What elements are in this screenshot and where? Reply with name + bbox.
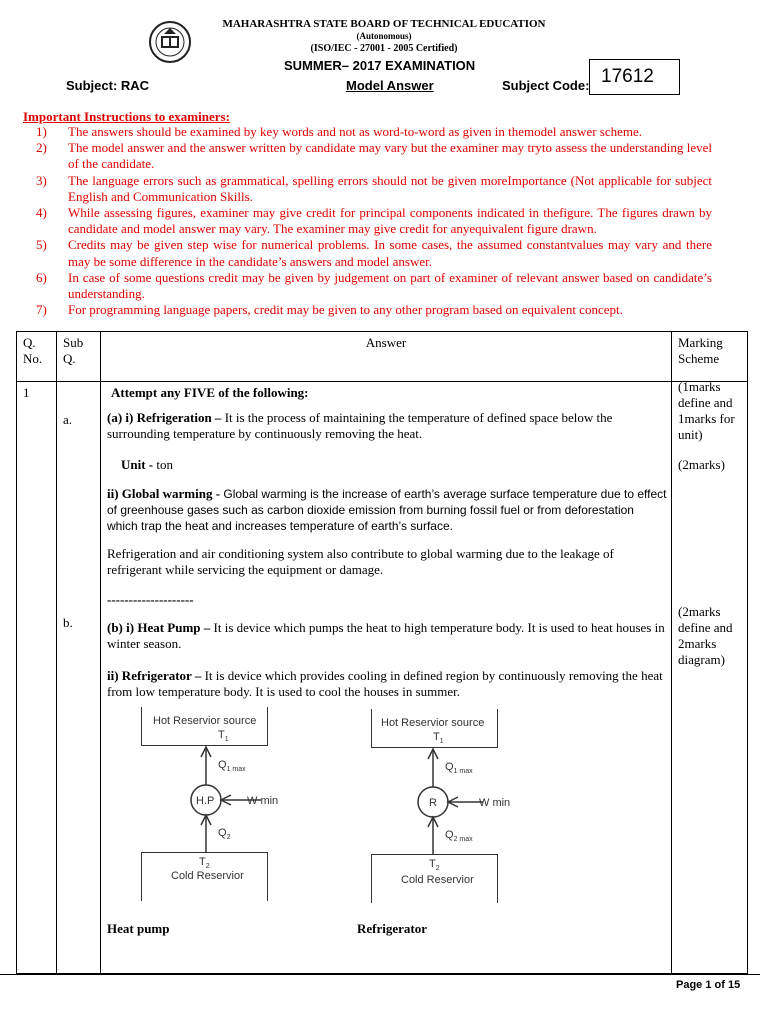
marks-a1: (1marks define and 1marks for unit) [678, 379, 735, 442]
marks-b: (2marks define and 2marks diagram) [678, 604, 733, 667]
instruction-item [36, 237, 712, 269]
subq-a: a. [63, 412, 73, 427]
hp-q2-subscript: 2 [226, 834, 231, 842]
hp-t2-symbol: T [199, 856, 206, 868]
ref-work-label: W min [479, 797, 511, 809]
instruction-number: 7) [36, 302, 47, 318]
subject-name: Subject: RAC [66, 78, 150, 93]
ref-q1-subscript: 1 max [453, 768, 473, 776]
ref-q1-label [445, 759, 473, 780]
ref-q2-subscript: 2 max [453, 836, 473, 844]
certification-label: (ISO/IEC - 27001 - 2005 Certified) [310, 43, 458, 54]
hp-t2-subscript: 2 [205, 863, 210, 871]
subject-code-label: Subject Code: [502, 78, 590, 93]
ref-t2-symbol: T [429, 858, 436, 870]
answer-unit [121, 457, 173, 473]
answer-cell [101, 382, 672, 974]
refrigerator-definition: It is device which provides cooling in defined region by continuously removing the heat from low temperature body. It is used to cool the houses in summer. [107, 668, 663, 699]
hp-center-label: H.P [196, 795, 215, 807]
ref-q1-symbol: Q [445, 761, 454, 773]
model-answer-label: Model Answer [346, 78, 434, 93]
global-warming-term: ii) Global warming - [107, 486, 221, 501]
caption-heat-pump: Heat pump [107, 921, 170, 936]
header-q-no: Q. No. [17, 332, 57, 382]
heat-pump-diagram [141, 707, 301, 907]
instruction-text: In case of some questions credit may be given by judgement on part of examiner of relevant answer based on candidate’s understanding. [68, 269, 712, 302]
instruction-item [36, 173, 712, 205]
subject-code-box: 17612 [589, 59, 680, 95]
header-marking: Marking Scheme [672, 332, 748, 382]
instruction-text: Credits may be given step wise for numerical problems. In some cases, the assumed constantvalues may vary and there may be some difference in the candidate’s answers and model answer. [68, 237, 712, 269]
hp-hot-label: Hot Reservior source [153, 715, 257, 727]
refrigeration-term: (a) i) Refrigeration – [107, 410, 222, 425]
hp-cold-label: Cold Reservior [171, 870, 244, 882]
ref-center-label: R [429, 797, 437, 809]
hp-q1-label [218, 757, 246, 778]
instruction-number: 5) [36, 237, 47, 253]
instruction-text: The language errors such as grammatical, spelling errors should not be given moreImportance (Not applicable for subject English and Communication Skills. [68, 172, 712, 204]
unit-term: Unit - [121, 457, 154, 472]
instruction-number: 6) [36, 269, 47, 285]
instruction-number: 4) [36, 205, 47, 221]
autonomous-label: (Autonomous) [356, 31, 412, 41]
global-warming-definition: Global warming is the increase of earth’s average surface temperature due to effect of greenhouse gases such as carbon dioxide emission from burning fossil fuel or from deforestation which trap the heat and increases temperature of earth’s surface. [107, 487, 667, 533]
hp-q2-symbol: Q [218, 827, 227, 839]
instruction-item [36, 302, 712, 318]
refrigeration-definition: It is the process of maintaining the temperature of defined space below the surrounding temperature by continuously removing the heat. [107, 410, 613, 441]
subq-b: b. [63, 615, 73, 630]
ref-q2-symbol: Q [445, 829, 454, 841]
instructions-list [36, 124, 712, 318]
ref-hot-label: Hot Reservior source [381, 717, 485, 729]
ref-t2-subscript: 2 [435, 865, 440, 873]
answer-heat-pump [107, 620, 667, 652]
marking-cell [672, 379, 748, 974]
answer-refrigeration [107, 410, 667, 442]
subq-cell [57, 382, 101, 974]
instructions-title: Important Instructions to examiners: [23, 109, 230, 124]
refrigerator-diagram [371, 709, 531, 909]
answer-table [16, 331, 748, 974]
header-sub-q: Sub Q. [57, 332, 101, 382]
attempt-instruction: Attempt any FIVE of the following: [111, 385, 309, 400]
instruction-number: 2) [36, 140, 47, 156]
ref-t1-subscript: 1 [439, 738, 444, 746]
q-number: 1 [17, 382, 57, 974]
marks-a2: (2marks) [678, 457, 725, 472]
unit-value: ton [153, 457, 174, 472]
answer-global-warming [107, 486, 667, 534]
answer-refrigerator [107, 668, 667, 700]
hp-work-label: W min [247, 795, 279, 807]
hp-q2-label [218, 825, 230, 846]
instruction-text: The model answer and the answer written by candidate may vary but the examiner may tryto assess the understanding level of the candidate. [68, 140, 712, 172]
instruction-item [36, 205, 712, 237]
hp-q1-subscript: 1 max [226, 766, 246, 774]
answer-global-warming-2: Refrigeration and air conditioning system also contribute to global warming due to the leakage of refrigerant while servicing the equipment or damage. [107, 546, 614, 577]
refrigerator-term: ii) Refrigerator – [107, 668, 202, 683]
heat-pump-term: (b) i) Heat Pump – [107, 620, 211, 635]
footer-rule [0, 974, 760, 975]
heat-pump-definition: It is device which pumps the heat to high temperature body. It is used to heat houses in winter season. [107, 620, 665, 651]
ref-t1-symbol: T [433, 731, 440, 743]
header-answer: Answer [101, 332, 672, 382]
ref-q2-label [445, 827, 473, 848]
hp-t1-subscript: 1 [224, 736, 229, 744]
instruction-number: 1) [36, 124, 47, 139]
instruction-item [36, 140, 712, 172]
instruction-item [36, 124, 712, 140]
ref-cold-label: Cold Reservior [401, 874, 474, 886]
instruction-item [36, 270, 712, 302]
instruction-text: The answers should be examined by key words and not as word-to-word as given in themodel answer scheme. [68, 124, 643, 139]
separator: -------------------- [107, 592, 194, 607]
instruction-text: For programming language papers, credit may be given to any other program based on equivalent concept. [68, 302, 623, 318]
hp-t1-symbol: T [218, 729, 225, 741]
board-name: MAHARASHTRA STATE BOARD OF TECHNICAL EDUCATION [222, 18, 546, 30]
instruction-text: While assessing figures, examiner may give credit for principal components indicated in thefigure. The figures drawn by candidate and model answer may vary. The examiner may give credit for anyequivalent figure drawn. [68, 205, 712, 237]
instruction-number: 3) [36, 172, 47, 188]
exam-title: SUMMER– 2017 EXAMINATION [284, 58, 476, 73]
page-number: Page 1 of 15 [676, 979, 741, 991]
hp-q1-symbol: Q [218, 759, 227, 771]
caption-refrigerator: Refrigerator [357, 921, 428, 936]
